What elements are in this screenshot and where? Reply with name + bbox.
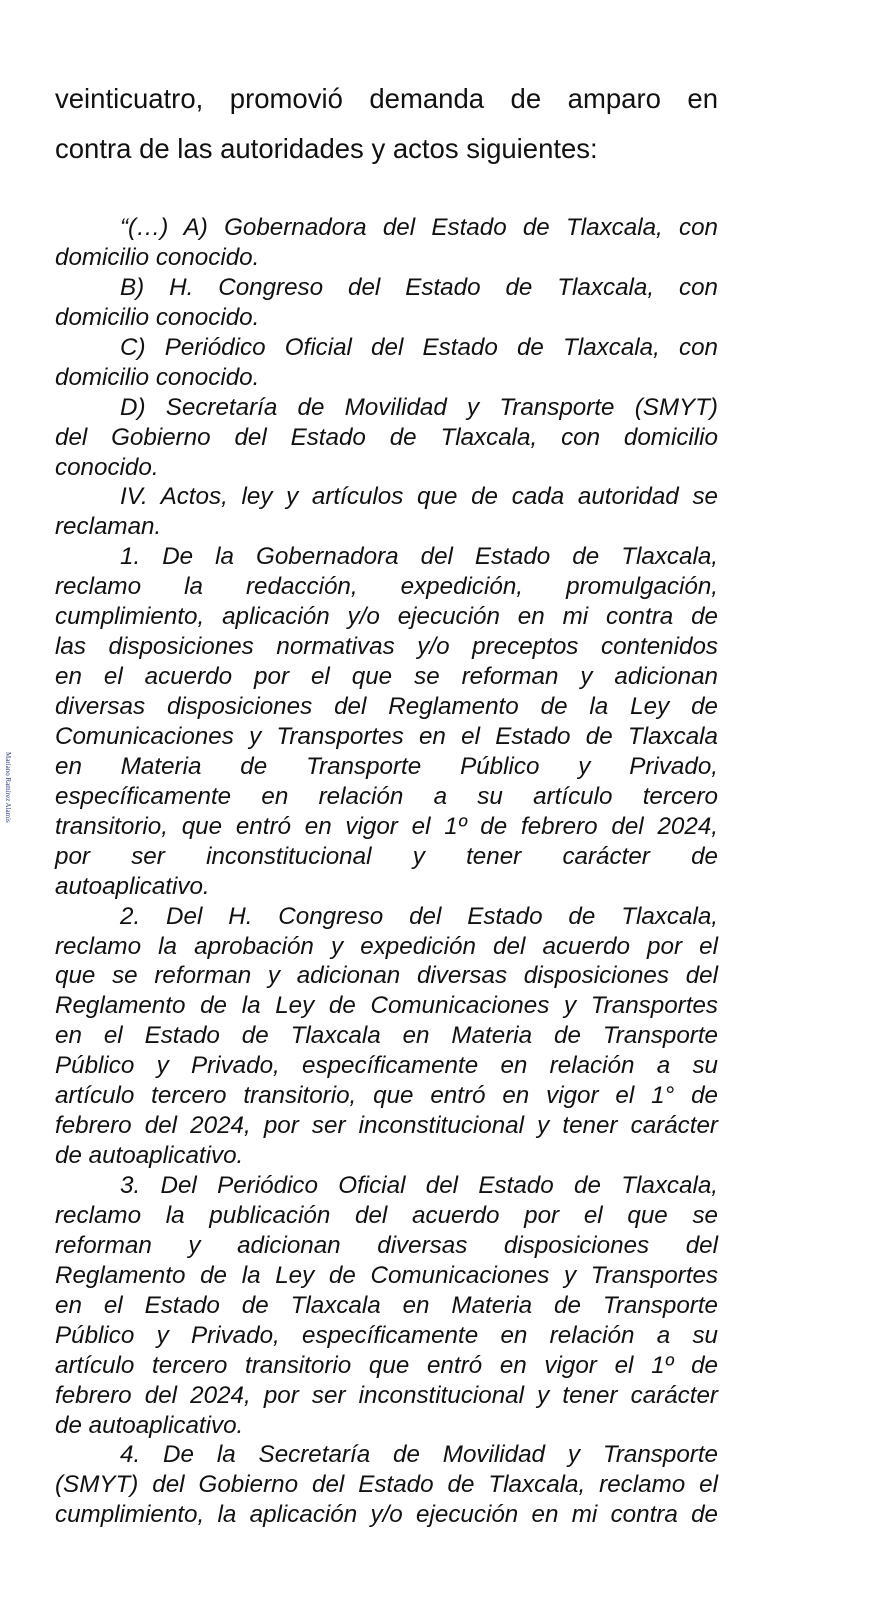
signature-name: Mariano Ramírez Alamis: [4, 752, 12, 823]
quote-line: 4. De la Secretaría de Movilidad y Transporte: [120, 1441, 718, 1469]
quote-line: B) H. Congreso del Estado de Tlaxcala, con: [120, 273, 718, 301]
quote-line: en el Estado de Tlaxcala en Materia de Transporte: [55, 1022, 718, 1050]
quote-line: Reglamento de la Ley de Comunicaciones y Transportes: [55, 992, 718, 1020]
quote-line: en el Estado de Tlaxcala en Materia de Transporte: [55, 1291, 718, 1319]
quote-line: (SMYT) del Gobierno del Estado de Tlaxcala, reclamo el: [55, 1471, 718, 1499]
quote-line: febrero del 2024, por ser inconstitucional y tener carácter: [55, 1112, 718, 1140]
quote-line: artículo tercero transitorio que entró en vigor el 1º de: [55, 1351, 718, 1379]
quote-line: Reglamento de la Ley de Comunicaciones y Transportes: [55, 1261, 718, 1289]
quote-line: de autoaplicativo.: [55, 1142, 244, 1170]
quote-line: de autoaplicativo.: [55, 1411, 244, 1439]
quote-line: artículo tercero transitorio, que entró en vigor el 1° de: [55, 1082, 718, 1110]
quoted-claim-block: [55, 213, 718, 1530]
quote-line: D) Secretaría de Movilidad y Transporte (SMYT): [120, 393, 718, 421]
quote-line: IV. Actos, ley y artículos que de cada autoridad se: [120, 483, 718, 511]
quote-line: Público y Privado, específicamente en relación a su: [55, 1052, 718, 1080]
quote-line: reforman y adicionan diversas disposiciones del: [55, 1231, 718, 1259]
intro-line: contra de las autoridades y actos siguientes:: [55, 133, 598, 164]
intro-paragraph: [55, 74, 718, 174]
quote-line: “(…) A) Gobernadora del Estado de Tlaxcala, con: [120, 214, 718, 241]
quote-line: febrero del 2024, por ser inconstitucional y tener carácter: [55, 1381, 718, 1409]
quote-line: cumplimiento, la aplicación y/o ejecución en mi contra de: [55, 1501, 718, 1529]
quote-line: Público y Privado, específicamente en relación a su: [55, 1321, 718, 1349]
quote-line: Comunicaciones y Transportes en el Estado de Tlaxcala: [55, 722, 718, 750]
quote-line: conocido.: [55, 453, 159, 481]
quote-line: por ser inconstitucional y tener carácter de: [55, 842, 718, 870]
quote-line: específicamente en relación a su artículo tercero: [55, 782, 718, 810]
quote-line: autoaplicativo.: [55, 872, 210, 900]
quote-line: domicilio conocido.: [55, 363, 260, 391]
intro-line: veinticuatro, promovió demanda de amparo en: [55, 83, 718, 114]
quote-line: 3. Del Periódico Oficial del Estado de Tlaxcala,: [120, 1172, 718, 1199]
quote-line: transitorio, que entró en vigor el 1º de febrero del 2024,: [55, 812, 718, 840]
quote-line: del Gobierno del Estado de Tlaxcala, con domicilio: [55, 423, 718, 451]
quote-line: las disposiciones normativas y/o preceptos contenidos: [55, 633, 718, 661]
quote-line: domicilio conocido.: [55, 243, 260, 271]
quote-line: 2. Del H. Congreso del Estado de Tlaxcala,: [120, 902, 718, 930]
quote-line: reclamo la aprobación y expedición del acuerdo por el: [55, 932, 718, 960]
quote-line: en el acuerdo por el que se reforman y adicionan: [55, 663, 718, 691]
electronic-signature-stamp: [2, 752, 22, 982]
quote-line: que se reforman y adicionan diversas disposiciones del: [55, 962, 718, 990]
quote-line: C) Periódico Oficial del Estado de Tlaxcala, con: [120, 333, 718, 361]
quote-line: cumplimiento, aplicación y/o ejecución en mi contra de: [55, 603, 718, 631]
quote-line: reclamo la publicación del acuerdo por el que se: [55, 1201, 718, 1229]
quote-line: en Materia de Transporte Público y Privado,: [55, 752, 718, 780]
quote-line: reclaman.: [55, 513, 162, 541]
quote-line: reclamo la redacción, expedición, promulgación,: [55, 573, 718, 601]
quote-line: diversas disposiciones del Reglamento de la Ley de: [55, 693, 718, 720]
quote-line: 1. De la Gobernadora del Estado de Tlaxcala,: [120, 543, 718, 571]
quote-line: domicilio conocido.: [55, 303, 260, 331]
